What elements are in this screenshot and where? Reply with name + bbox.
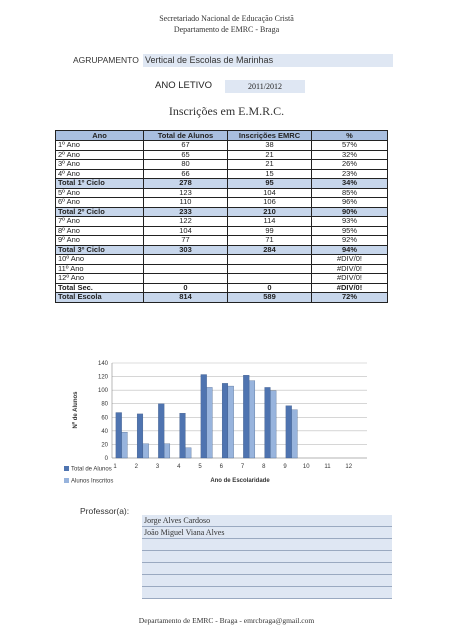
cell-percent: 92% — [312, 236, 388, 246]
cell-total-alunos — [144, 255, 228, 265]
legend-label: Alunos Inscritos — [71, 478, 114, 485]
x-tick-label: 9 — [283, 464, 287, 470]
table-row — [56, 150, 388, 160]
legend-label: Total de Alunos — [71, 466, 112, 473]
cell-inscricoes: 21 — [228, 150, 312, 160]
page-footer: Departamento de EMRC - Braga - emrcbraga@gmail.com — [138, 616, 315, 625]
professor-name-field[interactable]: João Miguel Viana Alves — [142, 527, 392, 539]
bar-alunos-inscritos — [143, 444, 149, 458]
cell-total-alunos: 278 — [144, 179, 228, 189]
cell-percent: #DIV/0! — [312, 255, 388, 265]
y-tick-label: 60 — [101, 415, 108, 422]
x-tick-label: 2 — [134, 464, 138, 470]
cell-ano: 11º Ano — [56, 264, 144, 274]
table-total-row — [56, 293, 388, 303]
table-row — [56, 236, 388, 246]
cell-inscricoes: 99 — [228, 226, 312, 236]
cell-ano: 9º Ano — [56, 236, 144, 246]
bar-chart — [62, 355, 382, 493]
ano-letivo-field[interactable]: 2011/2012 — [225, 80, 305, 93]
x-tick-label: 6 — [219, 464, 223, 470]
page-title: Inscrições em E.M.R.C. — [168, 104, 285, 118]
cell-total-alunos: 65 — [144, 150, 228, 160]
y-tick-label: 80 — [101, 401, 108, 408]
bar-total-alunos — [137, 414, 143, 458]
professor-list — [142, 515, 392, 599]
cell-inscricoes: 589 — [228, 293, 312, 303]
cell-inscricoes: 71 — [228, 236, 312, 246]
cell-total-alunos: 66 — [144, 169, 228, 179]
cell-inscricoes: 0 — [228, 283, 312, 293]
x-tick-label: 1 — [113, 464, 117, 470]
cell-percent: 93% — [312, 217, 388, 227]
bar-alunos-inscritos — [249, 381, 255, 458]
cell-total-alunos: 80 — [144, 160, 228, 170]
professor-name-field[interactable] — [142, 575, 392, 587]
cell-total-alunos: 104 — [144, 226, 228, 236]
bar-total-alunos — [201, 375, 207, 458]
chart-container — [62, 355, 382, 493]
agrupamento-field[interactable]: Vertical de Escolas de Marinhas — [143, 54, 393, 67]
cell-percent: 57% — [312, 141, 388, 151]
page-header — [0, 13, 453, 35]
cell-inscricoes: 38 — [228, 141, 312, 151]
table-row — [56, 274, 388, 284]
cell-total-alunos: 0 — [144, 283, 228, 293]
cell-ano: 2º Ano — [56, 150, 144, 160]
table-total-row — [56, 179, 388, 189]
cell-ano: Total 1º Ciclo — [56, 179, 144, 189]
cell-total-alunos: 122 — [144, 217, 228, 227]
cell-ano: 6º Ano — [56, 198, 144, 208]
bar-alunos-inscritos — [185, 448, 191, 458]
x-tick-label: 5 — [198, 464, 202, 470]
bar-total-alunos — [265, 387, 271, 458]
bar-alunos-inscritos — [270, 391, 276, 458]
agrupamento-row — [73, 54, 393, 67]
professor-name-field[interactable] — [142, 563, 392, 575]
y-axis-label: Nº de Alunos — [73, 391, 79, 429]
y-tick-label: 20 — [101, 442, 108, 449]
bar-total-alunos — [116, 413, 122, 458]
professor-label: Professor(a): — [80, 506, 130, 516]
ano-letivo-label: ANO LETIVO — [155, 80, 213, 91]
table-row — [56, 198, 388, 208]
professor-name-field[interactable]: Jorge Alves Cardoso — [142, 515, 392, 527]
bar-total-alunos — [286, 406, 292, 458]
x-tick-label: 12 — [345, 464, 353, 470]
col-header-total-alunos: Total de Alunos — [144, 131, 228, 141]
cell-total-alunos: 77 — [144, 236, 228, 246]
cell-total-alunos: 303 — [144, 245, 228, 255]
cell-inscricoes — [228, 255, 312, 265]
bar-total-alunos — [222, 383, 228, 458]
cell-percent: 32% — [312, 150, 388, 160]
x-axis-label: Ano de Escolaridade — [210, 478, 270, 484]
cell-total-alunos: 67 — [144, 141, 228, 151]
bar-alunos-inscritos — [228, 386, 234, 458]
inscricoes-table — [55, 130, 388, 303]
agrupamento-label: AGRUPAMENTO — [73, 55, 139, 65]
cell-inscricoes: 95 — [228, 179, 312, 189]
cell-percent: #DIV/0! — [312, 283, 388, 293]
bar-total-alunos — [158, 404, 164, 458]
x-tick-label: 10 — [302, 464, 310, 470]
professor-name-field[interactable] — [142, 539, 392, 551]
x-tick-label: 3 — [155, 464, 160, 470]
ano-letivo-row — [155, 80, 315, 93]
cell-inscricoes: 106 — [228, 198, 312, 208]
cell-inscricoes: 15 — [228, 169, 312, 179]
col-header-inscricoes: Inscrições EMRC — [228, 131, 312, 141]
cell-ano: Total Escola — [56, 293, 144, 303]
x-tick-label: 8 — [262, 464, 266, 470]
y-tick-label: 0 — [104, 456, 108, 462]
cell-inscricoes — [228, 264, 312, 274]
cell-ano: 8º Ano — [56, 226, 144, 236]
cell-ano: 1º Ano — [56, 141, 144, 151]
header-line-2: Departamento de EMRC - Braga — [173, 25, 280, 34]
table-header-row — [56, 131, 388, 141]
cell-ano: 7º Ano — [56, 217, 144, 227]
bar-total-alunos — [180, 413, 186, 458]
y-tick-label: 100 — [97, 388, 108, 395]
table-row — [56, 217, 388, 227]
cell-percent: 72% — [312, 293, 388, 303]
cell-inscricoes — [228, 274, 312, 284]
cell-inscricoes: 104 — [228, 188, 312, 198]
cell-total-alunos — [144, 274, 228, 284]
y-tick-label: 140 — [97, 361, 108, 367]
bar-total-alunos — [243, 375, 249, 458]
table-row — [56, 169, 388, 179]
table-total-row — [56, 245, 388, 255]
chart-legend — [64, 466, 113, 485]
cell-inscricoes: 284 — [228, 245, 312, 255]
x-tick-label: 11 — [324, 464, 331, 470]
cell-total-alunos: 123 — [144, 188, 228, 198]
cell-percent: 34% — [312, 179, 388, 189]
x-tick-label: 7 — [240, 464, 245, 470]
col-header-ano: Ano — [56, 131, 144, 141]
table-total-row — [56, 283, 388, 293]
legend-swatch — [64, 466, 69, 471]
header-line-1: Secretariado Nacional de Educação Cristã — [159, 14, 294, 23]
cell-inscricoes: 21 — [228, 160, 312, 170]
table-total-row — [56, 207, 388, 217]
table-row — [56, 226, 388, 236]
cell-total-alunos: 110 — [144, 198, 228, 208]
legend-swatch — [64, 478, 69, 483]
table-row — [56, 255, 388, 265]
table-row — [56, 188, 388, 198]
cell-percent: #DIV/0! — [312, 264, 388, 274]
cell-percent: 26% — [312, 160, 388, 170]
cell-ano: 10º Ano — [56, 255, 144, 265]
x-tick-label: 4 — [177, 464, 181, 470]
cell-ano: 4º Ano — [56, 169, 144, 179]
table-row — [56, 160, 388, 170]
cell-ano: Total Sec. — [56, 283, 144, 293]
professor-name-field[interactable] — [142, 551, 392, 563]
table-row — [56, 264, 388, 274]
cell-percent: 95% — [312, 226, 388, 236]
y-tick-label: 40 — [101, 428, 108, 435]
cell-total-alunos: 233 — [144, 207, 228, 217]
table-row — [56, 141, 388, 151]
cell-inscricoes: 210 — [228, 207, 312, 217]
cell-percent: 85% — [312, 188, 388, 198]
cell-ano: Total 3º Ciclo — [56, 245, 144, 255]
cell-inscricoes: 114 — [228, 217, 312, 227]
y-tick-label: 120 — [97, 374, 108, 381]
bar-alunos-inscritos — [292, 410, 298, 458]
cell-percent: 96% — [312, 198, 388, 208]
bar-alunos-inscritos — [122, 432, 128, 458]
col-header-percent: % — [312, 131, 388, 141]
cell-ano: 5º Ano — [56, 188, 144, 198]
cell-percent: 94% — [312, 245, 388, 255]
cell-ano: Total 2º Ciclo — [56, 207, 144, 217]
cell-total-alunos: 814 — [144, 293, 228, 303]
cell-ano: 3º Ano — [56, 160, 144, 170]
cell-total-alunos — [144, 264, 228, 274]
cell-percent: 90% — [312, 207, 388, 217]
bar-alunos-inscritos — [207, 387, 213, 458]
cell-ano: 12º Ano — [56, 274, 144, 284]
cell-percent: 23% — [312, 169, 388, 179]
professor-name-field[interactable] — [142, 587, 392, 599]
bar-alunos-inscritos — [164, 444, 170, 458]
cell-percent: #DIV/0! — [312, 274, 388, 284]
